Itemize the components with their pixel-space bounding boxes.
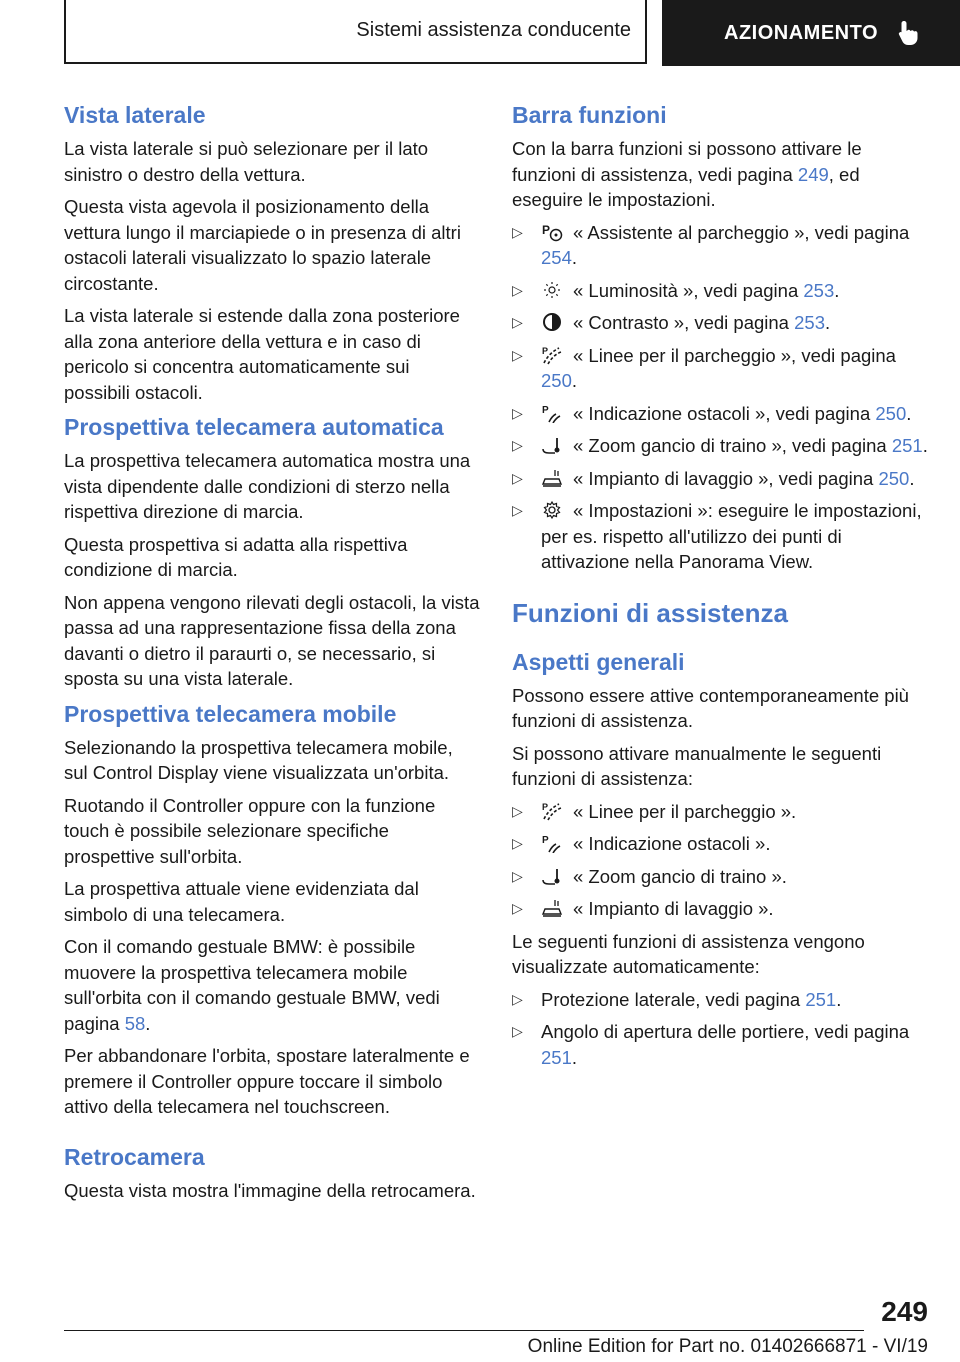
list-item-end: . — [906, 402, 912, 424]
obstacle-marking-icon — [541, 833, 563, 853]
bullet-arrow-icon: ▷ — [512, 314, 523, 330]
function-bar-item — [512, 310, 928, 336]
list-item-text: « Linee per il parcheggio », vedi pagina — [573, 344, 896, 366]
car-wash-icon — [541, 468, 563, 488]
function-bar-item — [512, 343, 928, 394]
list-item-end: . — [571, 370, 578, 391]
list-item-text: « Luminosità », vedi pagina — [573, 279, 804, 301]
parking-assistant-icon — [541, 222, 563, 242]
page-link[interactable]: 250 — [875, 402, 907, 424]
paragraph: Si possono attivare manualmente le seguenti funzioni di assistenza: — [512, 742, 882, 789]
bullet-arrow-icon: ▷ — [512, 900, 523, 916]
list-item-text: « Linee per il parcheggio ». — [573, 800, 797, 822]
paragraph-text: Con la barra funzioni si possono attivare le funzioni di assistenza, vedi pagina — [512, 138, 862, 185]
list-item-end: . — [571, 1046, 578, 1068]
manual-function-item — [512, 799, 928, 825]
heading-prospettiva-mobile: Prospettiva telecamera mobile — [64, 700, 397, 727]
bullet-arrow-icon: ▷ — [512, 502, 523, 518]
settings-gear-icon — [541, 500, 563, 520]
page-link[interactable]: 253 — [803, 279, 835, 301]
list-item-end: . — [922, 435, 928, 456]
automatic-function-item — [512, 987, 928, 1013]
function-bar-item — [512, 278, 928, 304]
page-header — [0, 0, 960, 66]
paragraph-end: . — [145, 1012, 151, 1034]
list-item-text: Angolo di apertura delle portiere, vedi pagina — [541, 1021, 910, 1042]
heading-aspetti-generali: Aspetti generali — [512, 648, 685, 675]
list-item-text: « Zoom gancio di traino ». — [573, 865, 787, 887]
paragraph: Questa prospettiva si adatta alla rispettiva condizione di marcia. — [64, 533, 408, 580]
list-item-text: Protezione laterale, vedi pagina — [541, 988, 806, 1010]
function-bar-list — [512, 220, 928, 575]
bullet-arrow-icon: ▷ — [512, 281, 523, 298]
list-item-text: « Assistente al parcheggio », vedi pagina — [573, 221, 910, 243]
paragraph: Per abbandonare l'orbita, spostare lateralmente e premere il Controller oppure toccare il simbolo attivo della telecamera nel touchscreen. — [64, 1045, 470, 1117]
list-item-end: . — [834, 279, 840, 301]
bullet-arrow-icon: ▷ — [512, 835, 523, 851]
right-column — [512, 100, 928, 1077]
list-item-end: . — [825, 312, 831, 333]
page-link[interactable]: 251 — [541, 1046, 572, 1068]
automatic-function-item — [512, 1019, 928, 1070]
list-item-text: « Contrasto », vedi pagina — [573, 312, 795, 333]
footer-divider — [64, 1330, 864, 1331]
paragraph: La prospettiva telecamera automatica mostra una vista dipendente dalle condizioni di sterzo nella rispettiva direzione di marcia. — [64, 450, 471, 522]
heading-prospettiva-automatica: Prospettiva telecamera automatica — [64, 414, 444, 440]
page-link[interactable]: 254 — [541, 247, 572, 268]
list-item-text: « Impianto di lavaggio », vedi pagina — [573, 467, 879, 489]
manual-function-item — [512, 896, 928, 922]
tow-hitch-zoom-icon — [541, 435, 563, 455]
paragraph: La prospettiva attuale viene evidenziata dal simbolo di una telecamera. — [64, 878, 419, 925]
page-link[interactable]: 249 — [797, 163, 829, 185]
paragraph: Questa vista agevola il posizionamento della vettura lungo il marciapiede o in presenza di altri ostacoli laterali visualizzato lo spazio laterale circostante. — [64, 196, 461, 294]
list-item-text: « Indicazione ostacoli ». — [573, 833, 771, 854]
parking-lines-icon — [541, 345, 563, 365]
bullet-arrow-icon: ▷ — [512, 867, 523, 884]
left-column — [64, 100, 480, 1210]
heading-vista-laterale: Vista laterale — [64, 102, 206, 128]
contrast-icon — [541, 312, 563, 332]
list-item-text: « Impianto di lavaggio ». — [573, 898, 774, 919]
section-header-box — [64, 0, 647, 64]
section-title: Sistemi assistenza conducente — [356, 18, 631, 41]
bullet-arrow-icon: ▷ — [512, 346, 523, 363]
page-number: 249 — [881, 1296, 928, 1327]
bullet-arrow-icon: ▷ — [512, 1023, 523, 1039]
paragraph: Selezionando la prospettiva telecamera mobile, sul Control Display viene visualizzata un'orbita. — [64, 736, 453, 783]
function-bar-item — [512, 433, 928, 459]
car-wash-icon — [541, 898, 563, 918]
list-item-end: . — [909, 467, 915, 489]
function-bar-item — [512, 466, 928, 492]
list-item-text: « Zoom gancio di traino », vedi pagina — [573, 435, 892, 456]
page-link[interactable]: 58 — [124, 1012, 146, 1034]
list-item-text: « Impostazioni »: eseguire le impostazioni, per es. rispetto all'utilizzo dei punti di attivazione nella Panorama View. — [541, 500, 922, 572]
paragraph-text: Con il comando gestuale BMW: è possibile muovere la prospettiva telecamera mobile sull'orbita con il comando gestuale BMW, vedi pagina — [64, 936, 440, 1034]
bullet-arrow-icon: ▷ — [512, 990, 523, 1007]
paragraph-end: , ed eseguire le impostazioni. — [512, 163, 860, 210]
paragraph — [64, 934, 480, 1036]
heading-barra-funzioni: Barra funzioni — [512, 102, 667, 128]
page-link[interactable]: 250 — [878, 467, 910, 489]
tow-hitch-zoom-icon — [541, 866, 563, 886]
list-item-text: « Indicazione ostacoli », vedi pagina — [573, 402, 876, 424]
page-link[interactable]: 253 — [794, 312, 825, 333]
function-bar-item — [512, 401, 928, 427]
automatic-functions-list — [512, 987, 928, 1071]
brightness-icon — [541, 280, 563, 300]
heading-retrocamera: Retrocamera — [64, 1143, 205, 1170]
function-bar-item — [512, 220, 928, 271]
page-link[interactable]: 250 — [541, 370, 572, 391]
chapter-title: AZIONAMENTO — [724, 21, 879, 44]
bullet-arrow-icon: ▷ — [512, 802, 523, 819]
paragraph: Ruotando il Controller oppure con la funzione touch è possibile selezionare specifiche prospettive sull'orbita. — [64, 794, 436, 867]
manual-functions-list — [512, 799, 928, 922]
heading-funzioni-assistenza: Funzioni di assistenza — [512, 597, 788, 628]
paragraph: Non appena vengono rilevati degli ostacoli, la vista passa ad una rappresentazione fissa della zona davanti o dietro il paraurti o, se necessario, si sposta su una vista laterale. — [64, 591, 480, 689]
paragraph — [512, 136, 928, 213]
bullet-arrow-icon: ▷ — [512, 404, 523, 421]
function-bar-item — [512, 498, 928, 575]
page-link[interactable]: 251 — [891, 435, 923, 456]
bullet-arrow-icon: ▷ — [512, 437, 523, 453]
manual-function-item — [512, 864, 928, 890]
list-item-end: . — [571, 247, 578, 268]
paragraph: Le seguenti funzioni di assistenza vengono visualizzate automaticamente: — [512, 930, 865, 977]
chapter-tab — [662, 0, 960, 66]
paragraph: Questa vista mostra l'immagine della retrocamera. — [64, 1179, 476, 1201]
hand-pointer-icon — [896, 19, 922, 47]
obstacle-marking-icon — [541, 403, 563, 423]
edition-info: Online Edition for Part no. 01402666871 - VI/19 — [527, 1336, 928, 1357]
bullet-arrow-icon: ▷ — [512, 469, 523, 486]
parking-lines-icon — [541, 801, 563, 821]
paragraph: La vista laterale si estende dalla zona posteriore alla zona anteriore della vettura e in caso di pericolo si concentra automaticamente sui possibili ostacoli. — [64, 305, 460, 403]
page-link[interactable]: 251 — [805, 988, 837, 1010]
manual-function-item — [512, 831, 928, 857]
paragraph: Possono essere attive contemporaneamente più funzioni di assistenza. — [512, 684, 909, 731]
paragraph: La vista laterale si può selezionare per il lato sinistro o destro della vettura. — [64, 138, 429, 185]
list-item-end: . — [836, 988, 842, 1010]
bullet-arrow-icon: ▷ — [512, 223, 523, 240]
